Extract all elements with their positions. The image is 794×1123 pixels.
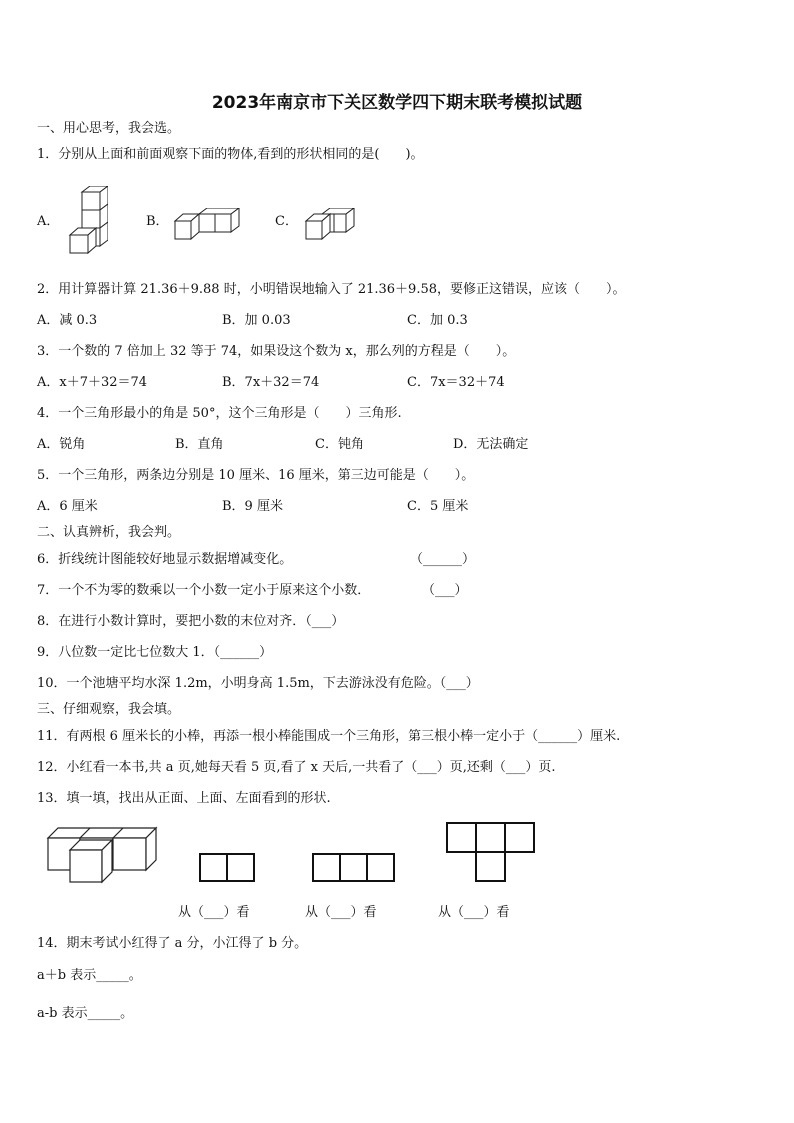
- question-4-option-d: D．无法确定: [453, 437, 529, 452]
- question-11-stem: 11．有两根 6 厘米长的小棒，再添一根小棒能围成一个三角形，第三根小棒一定小于（______）厘米.: [37, 729, 621, 744]
- question-10-stem: 10．一个池塘平均水深 1.2m，小明身高 1.5m，下去游泳没有危险。（___）: [37, 676, 479, 691]
- view-label-3: 从（___）看: [438, 905, 510, 920]
- question-14-stem: 14．期末考试小红得了 a 分，小江得了 b 分。: [37, 936, 308, 951]
- question-5-stem: 5．一个三角形，两条边分别是 10 厘米、16 厘米，第三边可能是（ ）。: [37, 468, 475, 483]
- question-4-option-b: B．直角: [175, 437, 224, 452]
- section-heading-choice: 一、用心思考，我会选。: [37, 121, 181, 136]
- question-2-option-a: A．减 0.3: [37, 313, 98, 328]
- question-2-stem: 2．用计算器计算 21.36＋9.88 时，小明错误地输入了 21.36＋9.58，要修正这错误，应该（ ）。: [37, 282, 626, 297]
- question-2-option-c: C．加 0.3: [407, 313, 468, 328]
- question-5-option-a: A．6 厘米: [37, 499, 98, 514]
- three-d-block-figure: [46, 826, 158, 884]
- question-4-option-c: C．钝角: [315, 437, 364, 452]
- view-shape-two-squares: [199, 853, 255, 883]
- question-5-option-c: C．5 厘米: [407, 499, 469, 514]
- cube-row-b-figure: [173, 208, 241, 242]
- question-1-stem: 1．分别从上面和前面观察下面的物体,看到的形状相同的是( )。: [37, 147, 424, 162]
- section-heading-judge: 二、认真辨析，我会判。: [37, 525, 181, 540]
- question-1-option-a-label: A．: [37, 214, 60, 229]
- question-9-stem: 9．八位数一定比七位数大 1．（______）: [37, 645, 273, 660]
- question-8-stem: 8．在进行小数计算时，要把小数的末位对齐．（___）: [37, 614, 345, 629]
- question-6-stem: 6．折线统计图能较好地显示数据增减变化。: [37, 552, 293, 567]
- section-heading-fill: 三、仔细观察，我会填。: [37, 702, 181, 717]
- question-12-stem: 12．小红看一本书,共 a 页,她每天看 5 页,看了 x 天后,一共看了（___）页,还剩（___）页.: [37, 760, 556, 775]
- view-shape-three-squares: [312, 853, 396, 883]
- question-7-answer-blank: （___）: [422, 583, 468, 598]
- question-5-option-b: B．9 厘米: [222, 499, 283, 514]
- cube-stack-a-figure: [68, 186, 108, 260]
- question-14-line-2: a-b 表示_____。: [37, 1006, 134, 1021]
- question-6-answer-blank: （______）: [410, 552, 476, 567]
- question-3-option-a: A．x＋7＋32＝74: [37, 375, 148, 390]
- question-14-line-1: a＋b 表示_____。: [37, 968, 142, 983]
- question-2-option-b: B．加 0.03: [222, 313, 291, 328]
- question-4-stem: 4．一个三角形最小的角是 50°，这个三角形是（ ）三角形.: [37, 406, 402, 421]
- view-shape-t-shape: [446, 822, 536, 884]
- question-13-stem: 13．填一填，找出从正面、上面、左面看到的形状.: [37, 791, 331, 806]
- question-7-stem: 7．一个不为零的数乘以一个小数一定小于原来这个小数．: [37, 583, 371, 598]
- view-label-1: 从（___）看: [178, 905, 250, 920]
- question-1-option-c-label: C．: [275, 214, 298, 229]
- question-3-stem: 3．一个数的 7 倍加上 32 等于 74，如果设这个数为 x，那么列的方程是（ ）。: [37, 344, 516, 359]
- question-4-option-a: A．锐角: [37, 437, 86, 452]
- question-1-option-b-label: B．: [146, 214, 169, 229]
- question-3-option-b: B．7x＋32＝74: [222, 375, 320, 390]
- view-label-2: 从（___）看: [305, 905, 377, 920]
- question-3-option-c: C．7x＝32＋74: [407, 375, 505, 390]
- cube-row-c-figure: [304, 208, 356, 242]
- page-title: 2023年南京市下关区数学四下期末联考模拟试题: [211, 93, 583, 113]
